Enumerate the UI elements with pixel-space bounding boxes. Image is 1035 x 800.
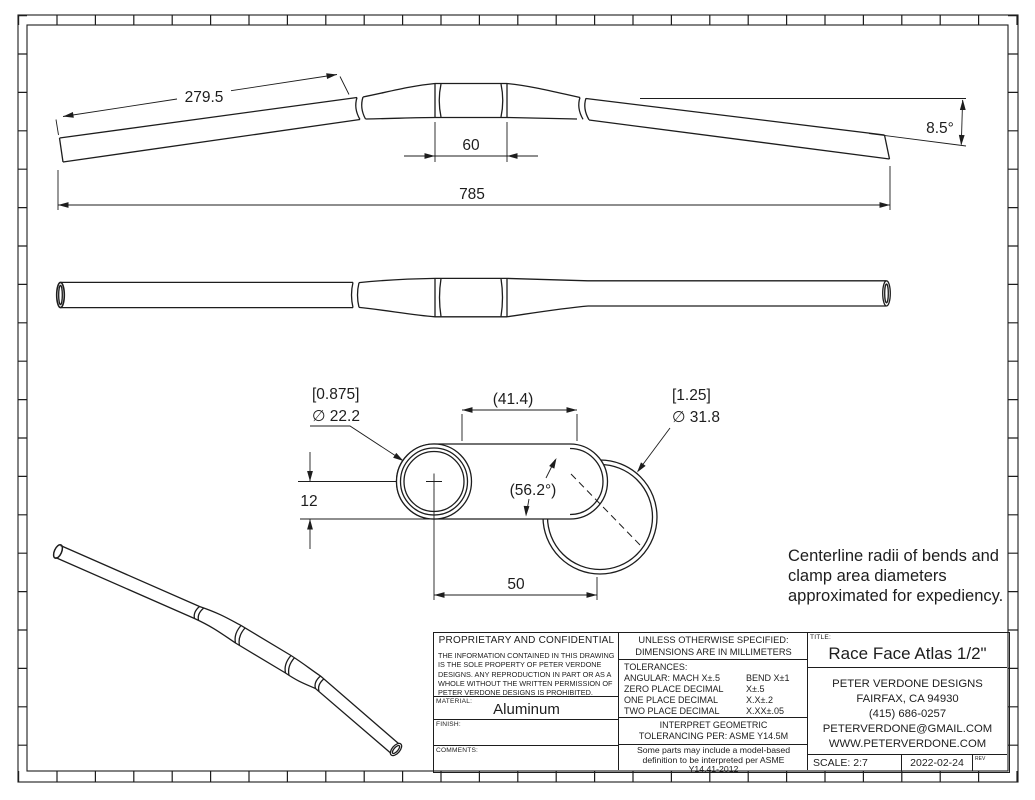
units-spec-line2: DIMENSIONS ARE IN MILLIMETERS bbox=[635, 647, 792, 658]
tolerance-value: X.X±.2 bbox=[746, 694, 773, 705]
interpret-line1: INTERPRET GEOMETRIC bbox=[659, 720, 768, 730]
drawing-note: Centerline radii of bends and clamp area diameters approximated for expediency. bbox=[788, 547, 1004, 606]
company-name: PETER VERDONE DESIGNS bbox=[832, 678, 983, 690]
proprietary-body: THE INFORMATION CONTAINED IN THIS DRAWING IS THE SOLE PROPERTY OF PETER VERDONE DESIGNS. ANY REPRODUCTION IN PART OR AS A WHOLE WITHOUT THE WRITTEN PERMISSION OF PETER VERDONE DESIGNS IS PROHIBITED. bbox=[438, 651, 615, 698]
title-block-middle-column bbox=[619, 633, 808, 775]
rev-cell: REV bbox=[975, 756, 986, 762]
scale-row bbox=[808, 754, 1007, 770]
dimension-lines bbox=[56, 75, 966, 601]
date-cell: 2022-02-24 bbox=[901, 755, 973, 771]
dim-center-distance: (41.4) bbox=[492, 391, 534, 408]
material-value: Aluminum bbox=[493, 701, 560, 718]
dim-clamp-diameter: ∅ 31.8 bbox=[672, 409, 720, 426]
title-row bbox=[808, 633, 1007, 668]
title-block-right-column bbox=[808, 633, 1007, 770]
tolerance-label: ONE PLACE DECIMAL bbox=[624, 694, 719, 705]
dim-grip-length: 279.5 bbox=[184, 89, 224, 106]
scale-cell: SCALE: 2:7 bbox=[813, 757, 868, 769]
dim-bar-end-dia-inches: [0.875] bbox=[312, 386, 360, 403]
tolerances-heading: TOLERANCES: bbox=[624, 662, 688, 672]
dim-bar-end-diameter: ∅ 22.2 bbox=[312, 408, 360, 425]
material-label: MATERIAL: bbox=[436, 698, 473, 705]
units-spec-box bbox=[619, 633, 808, 660]
dim-center-drop: 50 bbox=[507, 576, 525, 593]
material-row bbox=[434, 696, 619, 719]
model-definition-note: Some parts may include a model-based definition to be interpreted per ASME Y14.41-2012 bbox=[636, 745, 791, 775]
units-spec-line1: UNLESS OTHERWISE SPECIFIED: bbox=[638, 635, 789, 645]
company-phone: (415) 686-0257 bbox=[868, 707, 947, 720]
comments-row bbox=[434, 745, 619, 770]
tolerance-value: BEND X±1 bbox=[746, 672, 790, 683]
proprietary-heading: PROPRIETARY AND CONFIDENTIAL bbox=[438, 635, 615, 646]
tolerance-label: TWO PLACE DECIMAL bbox=[624, 705, 720, 716]
company-block bbox=[808, 677, 1007, 752]
dim-overall-width: 785 bbox=[459, 186, 485, 203]
company-email: PETERVERDONE@GMAIL.COM bbox=[822, 722, 993, 735]
tolerance-value: X.XX±.05 bbox=[746, 705, 784, 716]
front-view-drawing bbox=[57, 278, 891, 316]
isometric-view-drawing bbox=[52, 543, 404, 757]
tolerance-value: X±.5 bbox=[746, 683, 765, 694]
company-city: FAIRFAX, CA 94930 bbox=[856, 692, 959, 705]
tolerance-label: ZERO PLACE DECIMAL bbox=[624, 683, 724, 694]
dim-rise: 12 bbox=[300, 493, 318, 510]
dim-clamp-width: 60 bbox=[462, 137, 480, 154]
dim-sweep-angle: 8.5° bbox=[926, 120, 954, 137]
comments-label: COMMENTS: bbox=[436, 747, 479, 754]
drawing-title: Race Face Atlas 1/2" bbox=[828, 644, 987, 663]
title-block-left-column bbox=[434, 633, 619, 770]
company-website: WWW.PETERVERDONE.COM bbox=[828, 737, 987, 750]
finish-label: FINISH: bbox=[436, 721, 461, 728]
interpret-box bbox=[619, 717, 808, 745]
tolerances-block bbox=[624, 662, 803, 717]
interpret-line2: TOLERANCING PER: ASME Y14.5M bbox=[638, 731, 789, 742]
tolerance-label: ANGULAR: MACH X±.5 bbox=[624, 672, 720, 683]
finish-row bbox=[434, 719, 619, 745]
title-label: TITLE: bbox=[810, 634, 831, 641]
title-block bbox=[433, 632, 1010, 773]
dim-clamp-dia-inches: [1.25] bbox=[672, 387, 711, 404]
dim-bend-angle: (56.2°) bbox=[509, 482, 557, 499]
